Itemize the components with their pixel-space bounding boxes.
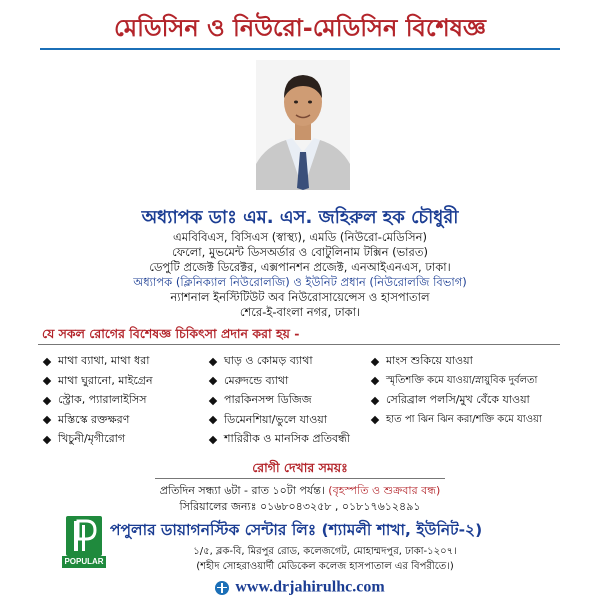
bullet-icon	[209, 358, 217, 366]
divider	[38, 344, 560, 345]
bullet-icon	[209, 397, 217, 405]
list-item-label: শারিরীক ও মানসিক প্রতিবন্ধী	[224, 432, 350, 446]
bullet-icon	[43, 358, 51, 366]
serial-numbers[interactable]: ০১৬৮০৪৩২৫৮ , ০১৮১৭৬১২৪৯১	[259, 500, 421, 513]
credential-line: ন্যাশনাল ইনস্টিটিউট অব নিউরোসায়েন্সেস ও হাসপাতাল	[170, 290, 430, 304]
credential-line: অধ্যাপক (ক্লিনিক্যাল নিউরোলজি) ও ইউনিট প্রধান (নিউরোলজি বিভাগ)	[133, 275, 467, 289]
list-item	[372, 372, 542, 392]
bullet-icon	[209, 416, 217, 424]
list-item	[210, 411, 350, 431]
credential-line: ডেপুটি প্রজেক্ট ডিরেক্টর, এক্সপানশন প্রজেক্ট, এনআইএনএস, ঢাকা।	[149, 260, 451, 274]
list-item-label: মেরুদন্ডে ব্যাথা	[224, 373, 289, 387]
doctor-photo-illustration	[256, 60, 350, 190]
bullet-icon	[371, 416, 379, 424]
popular-logo	[66, 516, 102, 556]
clinic-landmark: (শহীদ সোহরাওয়ার্দী মেডিকেল কলেজ হাসপাতাল এর বিপরীতে।)	[196, 561, 454, 572]
list-item	[210, 372, 350, 392]
bullet-icon	[43, 377, 51, 385]
diseases-intro: যে সকল রোগের বিশেষজ্ঞ চিকিৎসা প্রদান করা হয় -	[42, 326, 300, 341]
list-item	[372, 411, 542, 431]
list-item-label: হাত পা ঝিন ঝিন করা/শক্তি কমে যাওয়া	[386, 413, 542, 425]
bullet-icon	[371, 358, 379, 366]
list-item	[372, 352, 542, 372]
globe-icon	[215, 581, 229, 595]
list-item-label: মাথা ঘুরানো, মাইগ্রেন	[58, 373, 153, 387]
bullet-icon	[371, 397, 379, 405]
bullet-icon	[43, 416, 51, 424]
list-item-label: ডিমেনশিয়া/ভুলে যাওয়া	[224, 412, 327, 426]
disease-list	[38, 352, 568, 452]
list-item	[210, 430, 350, 450]
list-item-label: পারকিনসন্স ডিজিজ	[224, 393, 312, 407]
list-item-label: স্ট্রোক, প্যারালাইসিস	[58, 393, 147, 407]
disease-column	[44, 352, 153, 450]
website[interactable]	[0, 577, 600, 597]
bullet-icon	[371, 377, 379, 385]
bullet-icon	[43, 436, 51, 444]
list-item	[44, 352, 153, 372]
credential-line: শেরে-ই-বাংলা নগর, ঢাকা।	[239, 305, 361, 319]
popular-logo-mark-icon	[66, 516, 102, 556]
disease-column	[210, 352, 350, 450]
serial-label: সিরিয়ালের জন্যঃ	[179, 500, 257, 513]
bullet-icon	[209, 377, 217, 385]
logo-label: POPULAR	[62, 556, 106, 568]
visiting-hours-title: রোগী দেখার সময়ঃ	[252, 460, 348, 475]
clinic-name: পপুলার ডায়াগনস্টিক সেন্টার লিঃ (শ্যামলী শাখা, ইউনিট-২)	[110, 521, 483, 539]
list-item-label: মাথা ব্যাথা, মাথা ধরা	[58, 354, 150, 368]
serial-contact	[0, 498, 600, 517]
website-link[interactable]: www.drjahirulhc.com	[235, 578, 385, 596]
list-item	[210, 391, 350, 411]
bullet-icon	[209, 436, 217, 444]
list-item	[210, 352, 350, 372]
visiting-time: প্রতিদিন সন্ধ্যা ৬টা - রাত ১০টা পর্যন্ত।	[159, 484, 325, 497]
page-title: মেডিসিন ও নিউরো-মেডিসিন বিশেষজ্ঞ	[40, 8, 560, 50]
credential-line: ফেলো, মুভমেন্ট ডিসঅর্ডার ও বোটুলিনাম টক্সিন (ভারত)	[172, 245, 428, 259]
list-item-label: মাংস শুকিয়ে যাওয়া	[386, 354, 473, 368]
list-item	[44, 411, 153, 431]
bullet-icon	[43, 397, 51, 405]
credential-line: এমবিবিএস, বিসিএস (স্বাস্থ্য), এমডি (নিউরো-মেডিসিন)	[173, 230, 427, 244]
list-item-label: ঘাড় ও কোমড় ব্যাথা	[224, 354, 313, 368]
list-item	[44, 430, 153, 450]
list-item-label: স্মৃতিশক্তি কমে যাওয়া/স্নায়ুবিক দুর্বলতা	[386, 374, 538, 386]
list-item	[44, 391, 153, 411]
list-item	[372, 391, 542, 411]
clinic-address: ১/৫, ব্লক-বি, মিরপুর রোড, কলেজগেট, মোহাম্মদপুর, ঢাকা-১২০৭।	[193, 546, 457, 557]
list-item-label: খিচুনী/মৃগীরোগ	[58, 432, 126, 446]
list-item	[44, 372, 153, 392]
list-item-label: মস্তিস্কে রক্তক্ষরণ	[58, 412, 130, 426]
doctor-photo	[256, 60, 350, 190]
closed-days: (বৃহস্পতি ও শুক্রবার বন্ধ)	[328, 484, 441, 497]
doctor-name: অধ্যাপক ডাঃ এম. এস. জহিরুল হক চৌধুরী	[141, 207, 459, 228]
disease-column	[372, 352, 542, 430]
list-item-label: সেরিব্রাল পলসি/মুখ বেঁকে যাওয়া	[386, 393, 530, 407]
divider	[155, 478, 445, 479]
